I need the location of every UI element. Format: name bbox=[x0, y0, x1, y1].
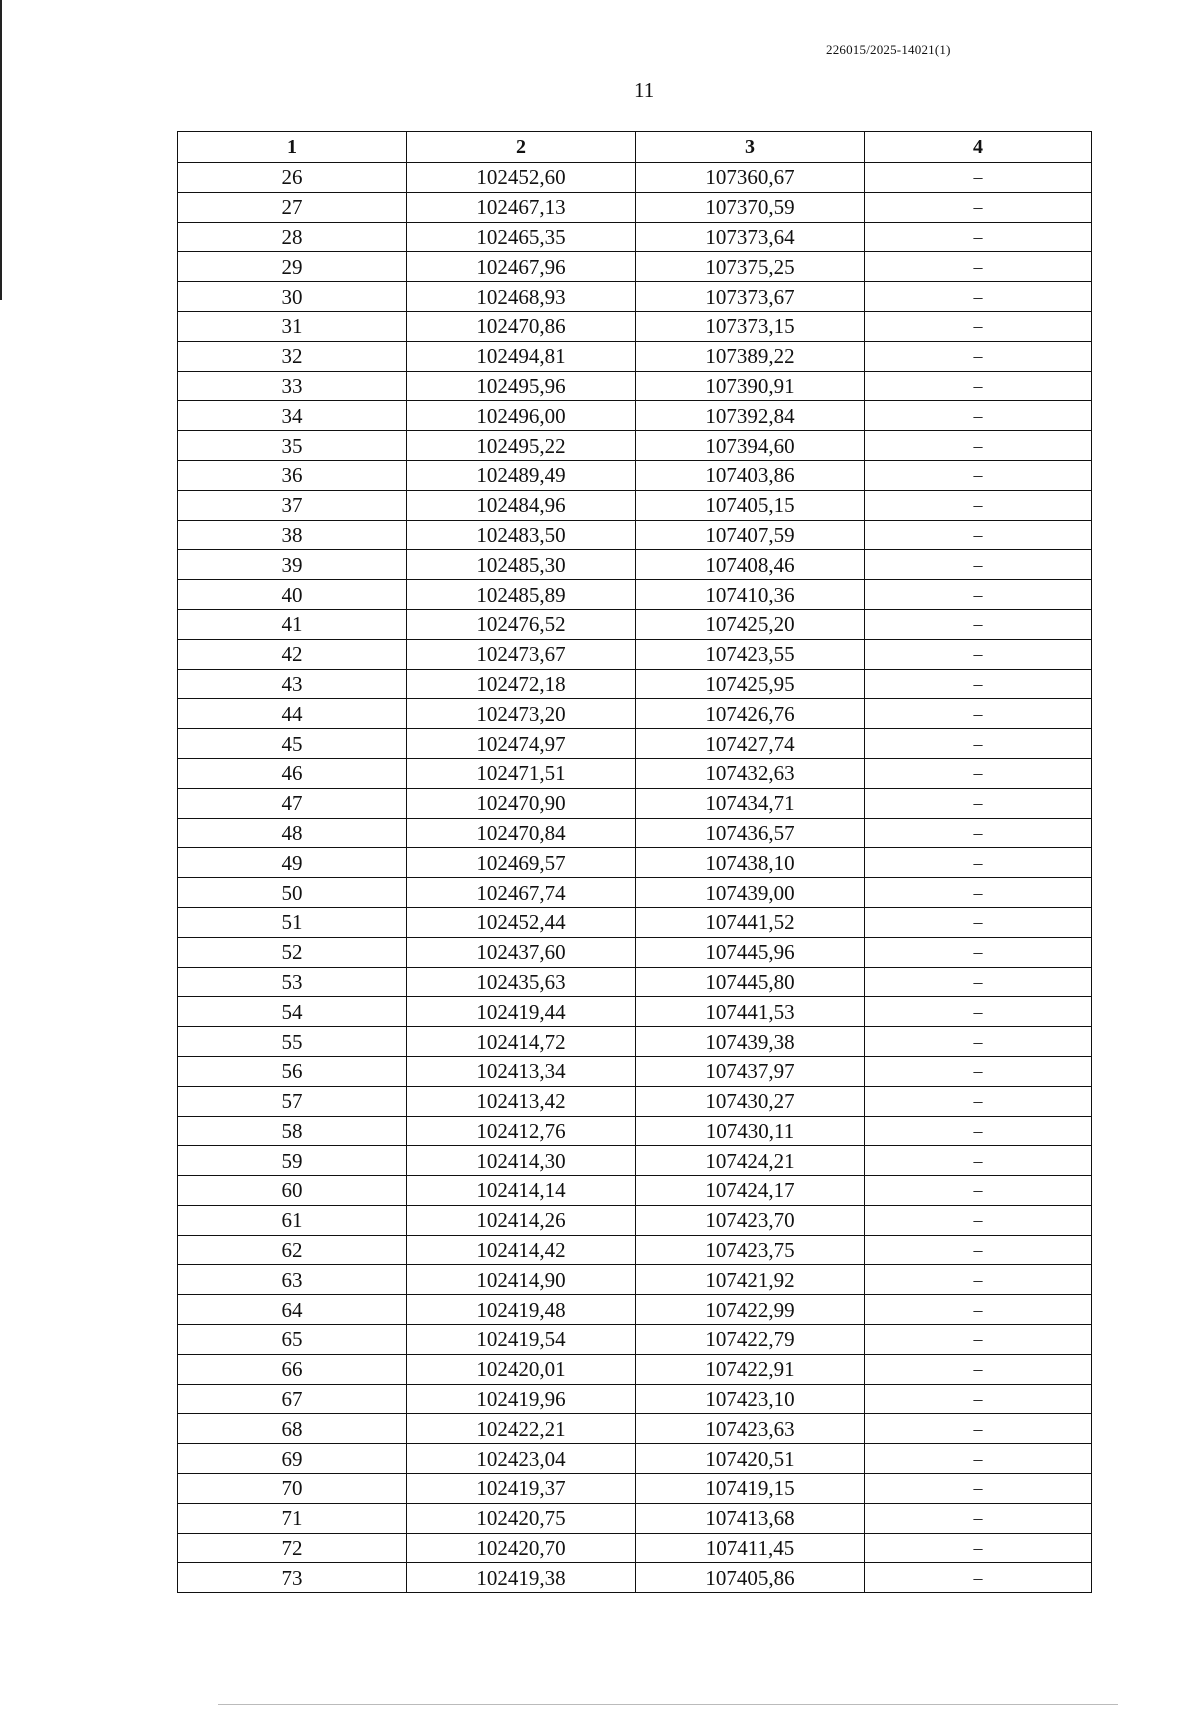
page-edge-mark bbox=[0, 0, 2, 300]
x-coordinate-cell: 102496,00 bbox=[407, 401, 636, 431]
note-cell: – bbox=[865, 341, 1092, 371]
y-coordinate-cell: 107425,95 bbox=[636, 669, 865, 699]
column-header-4: 4 bbox=[865, 132, 1092, 163]
x-coordinate-cell: 102470,84 bbox=[407, 818, 636, 848]
y-coordinate-cell: 107437,97 bbox=[636, 1056, 865, 1086]
x-coordinate-cell: 102414,72 bbox=[407, 1027, 636, 1057]
point-number-cell: 54 bbox=[178, 997, 407, 1027]
x-coordinate-cell: 102452,60 bbox=[407, 163, 636, 193]
y-coordinate-cell: 107423,55 bbox=[636, 639, 865, 669]
point-number-cell: 37 bbox=[178, 490, 407, 520]
note-cell: – bbox=[865, 1384, 1092, 1414]
note-cell: – bbox=[865, 699, 1092, 729]
note-cell: – bbox=[865, 1474, 1092, 1504]
table-row bbox=[178, 1176, 1092, 1206]
note-cell: – bbox=[865, 609, 1092, 639]
point-number-cell: 60 bbox=[178, 1176, 407, 1206]
x-coordinate-cell: 102420,70 bbox=[407, 1533, 636, 1563]
table-row bbox=[178, 431, 1092, 461]
table-row bbox=[178, 1414, 1092, 1444]
y-coordinate-cell: 107427,74 bbox=[636, 729, 865, 759]
table-row bbox=[178, 1474, 1092, 1504]
y-coordinate-cell: 107411,45 bbox=[636, 1533, 865, 1563]
x-coordinate-cell: 102419,54 bbox=[407, 1325, 636, 1355]
x-coordinate-cell: 102422,21 bbox=[407, 1414, 636, 1444]
point-number-cell: 50 bbox=[178, 878, 407, 908]
y-coordinate-cell: 107423,70 bbox=[636, 1205, 865, 1235]
x-coordinate-cell: 102419,48 bbox=[407, 1295, 636, 1325]
table-row bbox=[178, 758, 1092, 788]
table-row bbox=[178, 937, 1092, 967]
note-cell: – bbox=[865, 1235, 1092, 1265]
note-cell: – bbox=[865, 1056, 1092, 1086]
table-body bbox=[178, 163, 1092, 1593]
y-coordinate-cell: 107403,86 bbox=[636, 460, 865, 490]
note-cell: – bbox=[865, 371, 1092, 401]
table-row bbox=[178, 1086, 1092, 1116]
note-cell: – bbox=[865, 1414, 1092, 1444]
y-coordinate-cell: 107405,86 bbox=[636, 1563, 865, 1593]
table-row bbox=[178, 639, 1092, 669]
note-cell: – bbox=[865, 1027, 1092, 1057]
x-coordinate-cell: 102467,96 bbox=[407, 252, 636, 282]
column-header-1: 1 bbox=[178, 132, 407, 163]
y-coordinate-cell: 107430,11 bbox=[636, 1116, 865, 1146]
point-number-cell: 36 bbox=[178, 460, 407, 490]
coordinates-table bbox=[177, 131, 1092, 1593]
y-coordinate-cell: 107360,67 bbox=[636, 163, 865, 193]
table-row bbox=[178, 1503, 1092, 1533]
point-number-cell: 49 bbox=[178, 848, 407, 878]
x-coordinate-cell: 102470,86 bbox=[407, 311, 636, 341]
table-row bbox=[178, 609, 1092, 639]
point-number-cell: 44 bbox=[178, 699, 407, 729]
point-number-cell: 47 bbox=[178, 788, 407, 818]
point-number-cell: 71 bbox=[178, 1503, 407, 1533]
y-coordinate-cell: 107390,91 bbox=[636, 371, 865, 401]
note-cell: – bbox=[865, 1205, 1092, 1235]
table-row bbox=[178, 490, 1092, 520]
note-cell: – bbox=[865, 192, 1092, 222]
point-number-cell: 62 bbox=[178, 1235, 407, 1265]
note-cell: – bbox=[865, 431, 1092, 461]
table-row bbox=[178, 788, 1092, 818]
note-cell: – bbox=[865, 580, 1092, 610]
table-row bbox=[178, 192, 1092, 222]
point-number-cell: 38 bbox=[178, 520, 407, 550]
note-cell: – bbox=[865, 1325, 1092, 1355]
point-number-cell: 69 bbox=[178, 1444, 407, 1474]
y-coordinate-cell: 107422,91 bbox=[636, 1354, 865, 1384]
x-coordinate-cell: 102413,42 bbox=[407, 1086, 636, 1116]
point-number-cell: 57 bbox=[178, 1086, 407, 1116]
note-cell: – bbox=[865, 1503, 1092, 1533]
note-cell: – bbox=[865, 1176, 1092, 1206]
bottom-divider bbox=[218, 1704, 1118, 1705]
x-coordinate-cell: 102452,44 bbox=[407, 907, 636, 937]
table-row bbox=[178, 1027, 1092, 1057]
table-header bbox=[178, 132, 1092, 163]
table-row bbox=[178, 460, 1092, 490]
y-coordinate-cell: 107439,38 bbox=[636, 1027, 865, 1057]
note-cell: – bbox=[865, 818, 1092, 848]
table-row bbox=[178, 580, 1092, 610]
table-row bbox=[178, 1295, 1092, 1325]
y-coordinate-cell: 107423,63 bbox=[636, 1414, 865, 1444]
table-row bbox=[178, 311, 1092, 341]
table-row bbox=[178, 1235, 1092, 1265]
point-number-cell: 67 bbox=[178, 1384, 407, 1414]
note-cell: – bbox=[865, 460, 1092, 490]
y-coordinate-cell: 107408,46 bbox=[636, 550, 865, 580]
note-cell: – bbox=[865, 1354, 1092, 1384]
note-cell: – bbox=[865, 520, 1092, 550]
x-coordinate-cell: 102472,18 bbox=[407, 669, 636, 699]
x-coordinate-cell: 102437,60 bbox=[407, 937, 636, 967]
note-cell: – bbox=[865, 1086, 1092, 1116]
table-row bbox=[178, 341, 1092, 371]
x-coordinate-cell: 102414,14 bbox=[407, 1176, 636, 1206]
x-coordinate-cell: 102414,42 bbox=[407, 1235, 636, 1265]
table-row bbox=[178, 371, 1092, 401]
y-coordinate-cell: 107373,64 bbox=[636, 222, 865, 252]
point-number-cell: 45 bbox=[178, 729, 407, 759]
y-coordinate-cell: 107392,84 bbox=[636, 401, 865, 431]
note-cell: – bbox=[865, 401, 1092, 431]
point-number-cell: 52 bbox=[178, 937, 407, 967]
x-coordinate-cell: 102483,50 bbox=[407, 520, 636, 550]
point-number-cell: 42 bbox=[178, 639, 407, 669]
y-coordinate-cell: 107422,79 bbox=[636, 1325, 865, 1355]
note-cell: – bbox=[865, 252, 1092, 282]
point-number-cell: 68 bbox=[178, 1414, 407, 1444]
x-coordinate-cell: 102489,49 bbox=[407, 460, 636, 490]
note-cell: – bbox=[865, 1563, 1092, 1593]
y-coordinate-cell: 107424,17 bbox=[636, 1176, 865, 1206]
y-coordinate-cell: 107419,15 bbox=[636, 1474, 865, 1504]
point-number-cell: 43 bbox=[178, 669, 407, 699]
note-cell: – bbox=[865, 758, 1092, 788]
table-row bbox=[178, 1384, 1092, 1414]
y-coordinate-cell: 107370,59 bbox=[636, 192, 865, 222]
point-number-cell: 34 bbox=[178, 401, 407, 431]
table-row bbox=[178, 222, 1092, 252]
table-row bbox=[178, 1533, 1092, 1563]
note-cell: – bbox=[865, 997, 1092, 1027]
x-coordinate-cell: 102412,76 bbox=[407, 1116, 636, 1146]
table-row bbox=[178, 878, 1092, 908]
point-number-cell: 73 bbox=[178, 1563, 407, 1593]
table-row bbox=[178, 1325, 1092, 1355]
x-coordinate-cell: 102474,97 bbox=[407, 729, 636, 759]
y-coordinate-cell: 107424,21 bbox=[636, 1146, 865, 1176]
note-cell: – bbox=[865, 1295, 1092, 1325]
y-coordinate-cell: 107375,25 bbox=[636, 252, 865, 282]
y-coordinate-cell: 107389,22 bbox=[636, 341, 865, 371]
y-coordinate-cell: 107441,53 bbox=[636, 997, 865, 1027]
point-number-cell: 72 bbox=[178, 1533, 407, 1563]
x-coordinate-cell: 102470,90 bbox=[407, 788, 636, 818]
table-row bbox=[178, 1265, 1092, 1295]
column-header-2: 2 bbox=[407, 132, 636, 163]
point-number-cell: 33 bbox=[178, 371, 407, 401]
table-row bbox=[178, 729, 1092, 759]
x-coordinate-cell: 102494,81 bbox=[407, 341, 636, 371]
x-coordinate-cell: 102467,74 bbox=[407, 878, 636, 908]
note-cell: – bbox=[865, 967, 1092, 997]
header-row bbox=[178, 132, 1092, 163]
note-cell: – bbox=[865, 222, 1092, 252]
x-coordinate-cell: 102420,01 bbox=[407, 1354, 636, 1384]
point-number-cell: 65 bbox=[178, 1325, 407, 1355]
x-coordinate-cell: 102484,96 bbox=[407, 490, 636, 520]
table-row bbox=[178, 1563, 1092, 1593]
y-coordinate-cell: 107373,15 bbox=[636, 311, 865, 341]
point-number-cell: 30 bbox=[178, 282, 407, 312]
y-coordinate-cell: 107436,57 bbox=[636, 818, 865, 848]
x-coordinate-cell: 102471,51 bbox=[407, 758, 636, 788]
y-coordinate-cell: 107425,20 bbox=[636, 609, 865, 639]
note-cell: – bbox=[865, 639, 1092, 669]
x-coordinate-cell: 102468,93 bbox=[407, 282, 636, 312]
point-number-cell: 32 bbox=[178, 341, 407, 371]
point-number-cell: 61 bbox=[178, 1205, 407, 1235]
y-coordinate-cell: 107439,00 bbox=[636, 878, 865, 908]
point-number-cell: 46 bbox=[178, 758, 407, 788]
note-cell: – bbox=[865, 878, 1092, 908]
note-cell: – bbox=[865, 550, 1092, 580]
x-coordinate-cell: 102495,96 bbox=[407, 371, 636, 401]
table-row bbox=[178, 699, 1092, 729]
note-cell: – bbox=[865, 848, 1092, 878]
x-coordinate-cell: 102419,37 bbox=[407, 1474, 636, 1504]
table-row bbox=[178, 401, 1092, 431]
table-row bbox=[178, 520, 1092, 550]
point-number-cell: 41 bbox=[178, 609, 407, 639]
note-cell: – bbox=[865, 1265, 1092, 1295]
y-coordinate-cell: 107421,92 bbox=[636, 1265, 865, 1295]
x-coordinate-cell: 102420,75 bbox=[407, 1503, 636, 1533]
y-coordinate-cell: 107434,71 bbox=[636, 788, 865, 818]
point-number-cell: 39 bbox=[178, 550, 407, 580]
y-coordinate-cell: 107413,68 bbox=[636, 1503, 865, 1533]
note-cell: – bbox=[865, 1116, 1092, 1146]
document-reference: 226015/2025-14021(1) bbox=[826, 42, 951, 57]
x-coordinate-cell: 102485,30 bbox=[407, 550, 636, 580]
note-cell: – bbox=[865, 669, 1092, 699]
x-coordinate-cell: 102414,30 bbox=[407, 1146, 636, 1176]
table-row bbox=[178, 907, 1092, 937]
x-coordinate-cell: 102476,52 bbox=[407, 609, 636, 639]
x-coordinate-cell: 102469,57 bbox=[407, 848, 636, 878]
note-cell: – bbox=[865, 729, 1092, 759]
point-number-cell: 48 bbox=[178, 818, 407, 848]
table-row bbox=[178, 1354, 1092, 1384]
y-coordinate-cell: 107405,15 bbox=[636, 490, 865, 520]
point-number-cell: 53 bbox=[178, 967, 407, 997]
point-number-cell: 55 bbox=[178, 1027, 407, 1057]
table-row bbox=[178, 1056, 1092, 1086]
y-coordinate-cell: 107373,67 bbox=[636, 282, 865, 312]
table-row bbox=[178, 282, 1092, 312]
table-row bbox=[178, 1146, 1092, 1176]
point-number-cell: 26 bbox=[178, 163, 407, 193]
point-number-cell: 51 bbox=[178, 907, 407, 937]
note-cell: – bbox=[865, 311, 1092, 341]
y-coordinate-cell: 107441,52 bbox=[636, 907, 865, 937]
column-header-3: 3 bbox=[636, 132, 865, 163]
table-row bbox=[178, 669, 1092, 699]
page-number: 11 bbox=[634, 78, 655, 102]
table-row bbox=[178, 550, 1092, 580]
point-number-cell: 70 bbox=[178, 1474, 407, 1504]
point-number-cell: 63 bbox=[178, 1265, 407, 1295]
y-coordinate-cell: 107420,51 bbox=[636, 1444, 865, 1474]
x-coordinate-cell: 102473,20 bbox=[407, 699, 636, 729]
point-number-cell: 64 bbox=[178, 1295, 407, 1325]
table-row bbox=[178, 1116, 1092, 1146]
x-coordinate-cell: 102435,63 bbox=[407, 967, 636, 997]
table-row bbox=[178, 848, 1092, 878]
table-row bbox=[178, 1444, 1092, 1474]
note-cell: – bbox=[865, 1146, 1092, 1176]
y-coordinate-cell: 107423,10 bbox=[636, 1384, 865, 1414]
point-number-cell: 28 bbox=[178, 222, 407, 252]
point-number-cell: 29 bbox=[178, 252, 407, 282]
point-number-cell: 56 bbox=[178, 1056, 407, 1086]
point-number-cell: 59 bbox=[178, 1146, 407, 1176]
x-coordinate-cell: 102467,13 bbox=[407, 192, 636, 222]
y-coordinate-cell: 107426,76 bbox=[636, 699, 865, 729]
note-cell: – bbox=[865, 937, 1092, 967]
table-row bbox=[178, 967, 1092, 997]
x-coordinate-cell: 102419,44 bbox=[407, 997, 636, 1027]
x-coordinate-cell: 102414,90 bbox=[407, 1265, 636, 1295]
x-coordinate-cell: 102413,34 bbox=[407, 1056, 636, 1086]
x-coordinate-cell: 102485,89 bbox=[407, 580, 636, 610]
table-row bbox=[178, 997, 1092, 1027]
point-number-cell: 31 bbox=[178, 311, 407, 341]
y-coordinate-cell: 107394,60 bbox=[636, 431, 865, 461]
y-coordinate-cell: 107430,27 bbox=[636, 1086, 865, 1116]
point-number-cell: 66 bbox=[178, 1354, 407, 1384]
y-coordinate-cell: 107423,75 bbox=[636, 1235, 865, 1265]
note-cell: – bbox=[865, 907, 1092, 937]
x-coordinate-cell: 102473,67 bbox=[407, 639, 636, 669]
y-coordinate-cell: 107445,80 bbox=[636, 967, 865, 997]
note-cell: – bbox=[865, 163, 1092, 193]
note-cell: – bbox=[865, 1444, 1092, 1474]
note-cell: – bbox=[865, 282, 1092, 312]
y-coordinate-cell: 107422,99 bbox=[636, 1295, 865, 1325]
note-cell: – bbox=[865, 490, 1092, 520]
y-coordinate-cell: 107432,63 bbox=[636, 758, 865, 788]
y-coordinate-cell: 107438,10 bbox=[636, 848, 865, 878]
x-coordinate-cell: 102419,96 bbox=[407, 1384, 636, 1414]
y-coordinate-cell: 107410,36 bbox=[636, 580, 865, 610]
x-coordinate-cell: 102419,38 bbox=[407, 1563, 636, 1593]
note-cell: – bbox=[865, 1533, 1092, 1563]
table-row bbox=[178, 1205, 1092, 1235]
x-coordinate-cell: 102414,26 bbox=[407, 1205, 636, 1235]
table-row bbox=[178, 252, 1092, 282]
point-number-cell: 40 bbox=[178, 580, 407, 610]
note-cell: – bbox=[865, 788, 1092, 818]
y-coordinate-cell: 107407,59 bbox=[636, 520, 865, 550]
x-coordinate-cell: 102423,04 bbox=[407, 1444, 636, 1474]
x-coordinate-cell: 102495,22 bbox=[407, 431, 636, 461]
point-number-cell: 58 bbox=[178, 1116, 407, 1146]
point-number-cell: 27 bbox=[178, 192, 407, 222]
table-row bbox=[178, 818, 1092, 848]
y-coordinate-cell: 107445,96 bbox=[636, 937, 865, 967]
x-coordinate-cell: 102465,35 bbox=[407, 222, 636, 252]
point-number-cell: 35 bbox=[178, 431, 407, 461]
table-row bbox=[178, 163, 1092, 193]
